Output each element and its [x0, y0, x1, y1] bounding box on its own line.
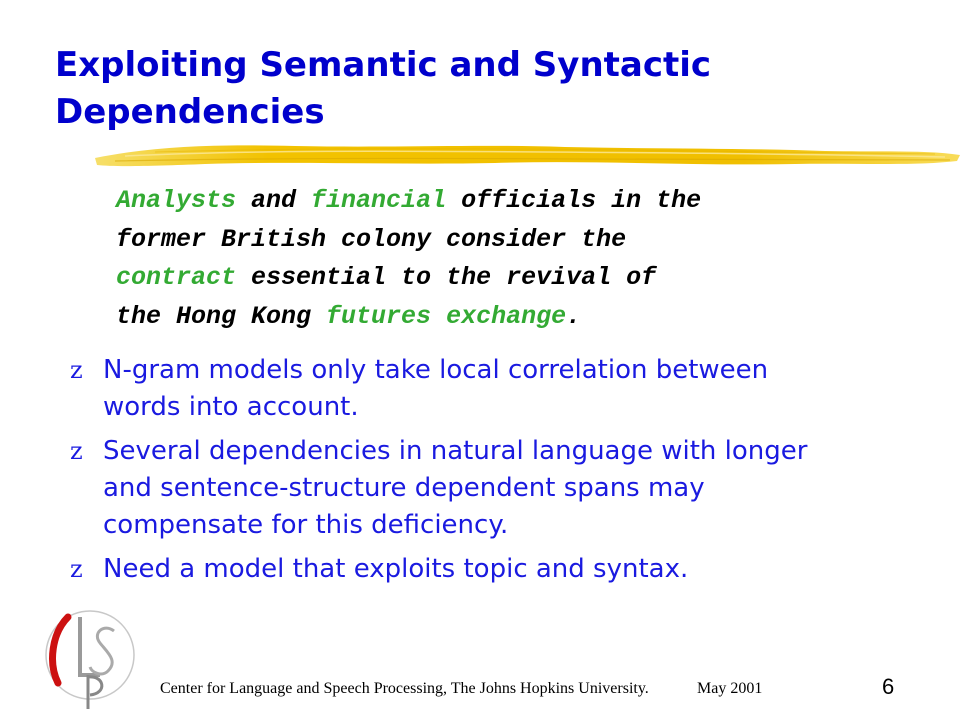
title-line: Dependencies [55, 92, 325, 132]
example-text: former British colony consider the [116, 224, 627, 254]
bullet-text: N-gram models only take local correlation between [103, 355, 769, 385]
bullet-item [70, 551, 870, 588]
bullet-text: Several dependencies in natural language with longer [103, 436, 808, 466]
bullet-icon: z [70, 356, 83, 384]
bullet-text: compensate for this deficiency. [103, 510, 509, 540]
slide-title [55, 42, 915, 136]
highlighted-word: financial [311, 186, 447, 215]
highlighted-word: exchange [446, 301, 567, 331]
yellow-brush-stroke-icon [95, 136, 960, 172]
bullet-item [70, 433, 870, 544]
example-line [116, 221, 906, 260]
example-line [116, 259, 906, 298]
example-text: and [236, 186, 312, 215]
page-number: 6 [882, 674, 895, 699]
clsp-logo-icon [28, 605, 146, 715]
highlighted-word: futures [326, 301, 432, 331]
example-text: the Hong Kong [116, 301, 327, 331]
highlighted-word: contract [116, 263, 237, 292]
footer-text: Center for Language and Speech Processing, The Johns Hopkins University. [160, 680, 649, 697]
title-line: Exploiting Semantic and Syntactic [55, 45, 712, 85]
example-line [116, 298, 906, 337]
bullet-list [70, 352, 870, 595]
example-text: . [566, 301, 582, 331]
bullet-text: Need a model that exploits topic and syntax. [103, 554, 689, 584]
bullet-text: and sentence-structure dependent spans may [103, 473, 705, 503]
bullet-item [70, 352, 870, 426]
example-text [431, 302, 446, 331]
bullet-icon: z [70, 555, 83, 583]
example-line [116, 182, 906, 221]
example-sentence [116, 182, 906, 336]
bullet-icon: z [70, 437, 83, 465]
example-text: essential to the revival of [236, 263, 657, 292]
bullet-text: words into account. [103, 392, 359, 422]
example-text: officials in the [446, 186, 702, 215]
highlighted-word: Analysts [116, 186, 237, 215]
footer-date: May 2001 [697, 680, 763, 697]
